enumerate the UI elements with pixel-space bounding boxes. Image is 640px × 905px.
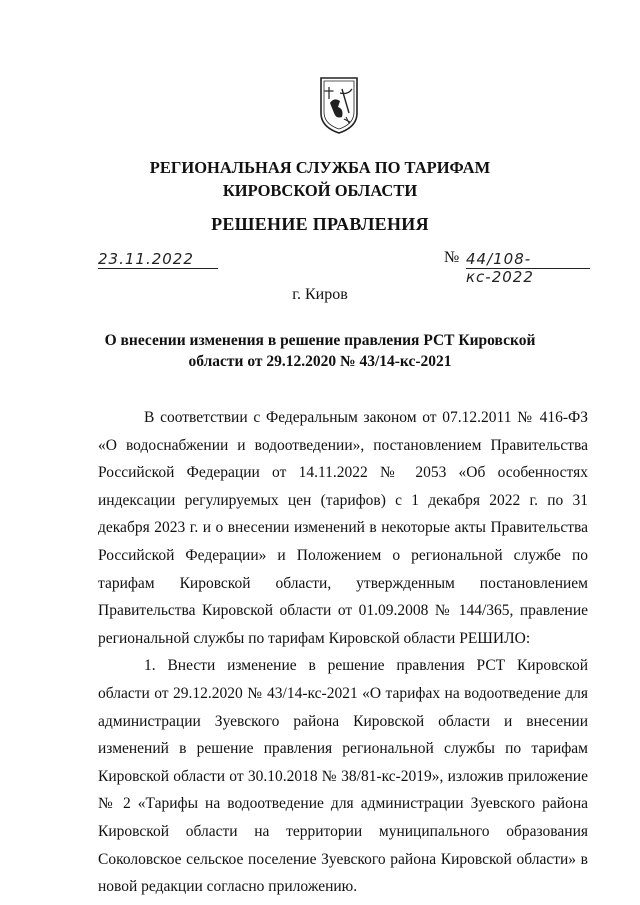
coat-of-arms-emblem [318, 75, 360, 135]
subject-line1: О внесении изменения в решение правления РСТ Кировской [104, 332, 536, 349]
body-paragraph-item1: 1. Внести изменение в решение правления РСТ Кировской области от 29.12.2020 № 43/14-кс-2021 «О тарифах на водоотведение для администрации Зуевского района Кировской области и внесении изменений в решение правления региональной службы по тарифам Кировской области от 30.10.2018 № 38/81-кс-2019», изложив приложение № 2 «Тарифы на водоотведение для администрации Зуевского района Кировской области на территории муниципального образования Соколовское сельское поселение Зуевского района Кировской области» в новой редакции согласно приложению. [98, 657, 588, 896]
decision-number: 44/108-кс-2022 [466, 250, 590, 269]
document-type-title: РЕШЕНИЕ ПРАВЛЕНИЯ [211, 214, 429, 234]
organization-name-line2: КИРОВСКОЙ ОБЛАСТИ [222, 181, 418, 200]
decision-subject [0, 330, 640, 372]
decision-date: 23.11.2022 [98, 250, 218, 269]
decision-body [98, 404, 588, 901]
city-name: г. Киров [292, 286, 348, 303]
organization-name [0, 156, 640, 202]
subject-line2: области от 29.12.2020 № 43/14-кс-2021 [188, 353, 452, 370]
organization-name-line1: РЕГИОНАЛЬНАЯ СЛУЖБА ПО ТАРИФАМ [149, 158, 491, 177]
number-sign: № [444, 249, 460, 266]
body-paragraph-preamble: В соответствии с Федеральным законом от 07.12.2011 № 416-ФЗ «О водоснабжении и водоотведении», постановлением Правительства Российской Федерации от 14.11.2022 № 2053 «Об особенностях индексации регулируемых цен (тарифов) с 1 декабря 2022 г. по 31 декабря 2023 г. и о внесении изменений в некоторые акты Правительства Российской Федерации» и Положением о региональной службе по тарифам Кировской области, утвержденным постановлением Правительства Кировской области от 01.09.2008 № 144/365, правление региональной службы по тарифам Кировской области РЕШИЛО: [98, 409, 588, 647]
